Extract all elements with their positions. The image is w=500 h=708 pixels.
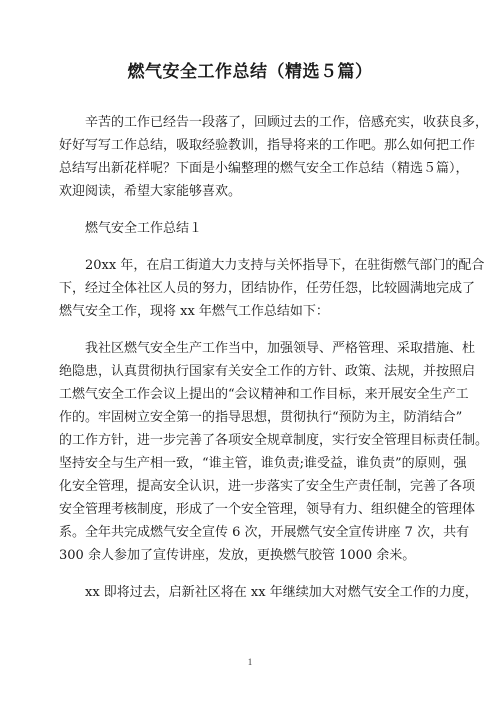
paragraph-line: xx 即将过去，启新社区将在 xx 年继续加大对燃气安全工作的力度， bbox=[85, 585, 478, 600]
paragraph-line: 燃气安全工作，现将 xx 年燃气工作总结如下： bbox=[59, 304, 329, 319]
paragraph-line: 安全管理考核制度，形成了一个安全管理，领导有力、组织健全的管理体 bbox=[59, 502, 476, 517]
intro-paragraph bbox=[59, 111, 489, 203]
paragraph-3 bbox=[59, 581, 478, 604]
document-title: 燃气安全工作总结（精选５篇） bbox=[127, 62, 373, 82]
paragraph-line: 化安全管理，提高安全认识，进一步落实了安全生产责任制，完善了各项 bbox=[59, 479, 476, 494]
page-number: 1 bbox=[247, 657, 253, 667]
paragraph-line: 300 余人参加了宣传讲座，发放，更换燃气胶管 1000 余米。 bbox=[59, 548, 416, 563]
paragraph-line: 工燃气安全工作会议上提出的“会议精神和工作目标，来开展安全生产工 bbox=[59, 387, 469, 402]
paragraph-line: 绝隐患，认真贯彻执行国家有关安全工作的方针、政策、法规，并按照启 bbox=[59, 364, 476, 379]
paragraph-line: 20xx 年，在启工街道大力支持与关怀指导下，在驻街燃气部门的配合 bbox=[85, 258, 485, 273]
paragraph-line: 的工作方针，进一步完善了各项安全规章制度，实行安全管理目标责任制。 bbox=[59, 433, 489, 448]
intro-line: 总结写出新花样呢？下面是小编整理的燃气安全工作总结（精选５篇）， bbox=[59, 161, 469, 176]
paragraph-line: 坚持安全与生产相一致，“谁主管，谁负责;谁受益，谁负责”的原则，强 bbox=[59, 456, 467, 471]
intro-line: 欢迎阅读，希望大家能够喜欢。 bbox=[59, 184, 242, 199]
paragraph-line: 我社区燃气安全生产工作当中，加强领导、严格管理、采取措施、杜 bbox=[85, 341, 476, 356]
section-heading: 燃气安全工作总结１ bbox=[85, 221, 203, 236]
document-body bbox=[59, 111, 489, 604]
paragraph-1 bbox=[59, 254, 485, 323]
intro-line: 辛苦的工作已经告一段落了，回顾过去的工作，倍感充实，收获良多， bbox=[85, 115, 489, 130]
paragraph-line: 下，经过全体社区人员的努力，团结协作，任劳任怨，比较圆满地完成了 bbox=[59, 281, 476, 296]
paragraph-line: 系。全年共完成燃气安全宣传 6 次，开展燃气安全宣传讲座 7 次，共有 bbox=[59, 525, 470, 540]
paragraph-2 bbox=[59, 337, 489, 567]
intro-line: 好好写写工作总结，吸取经验教训，指导将来的工作吧。那么如何把工作 bbox=[59, 138, 476, 153]
paragraph-line: 作的。牢固树立安全第一的指导思想，贯彻执行“预防为主，防消结合” bbox=[59, 410, 463, 425]
